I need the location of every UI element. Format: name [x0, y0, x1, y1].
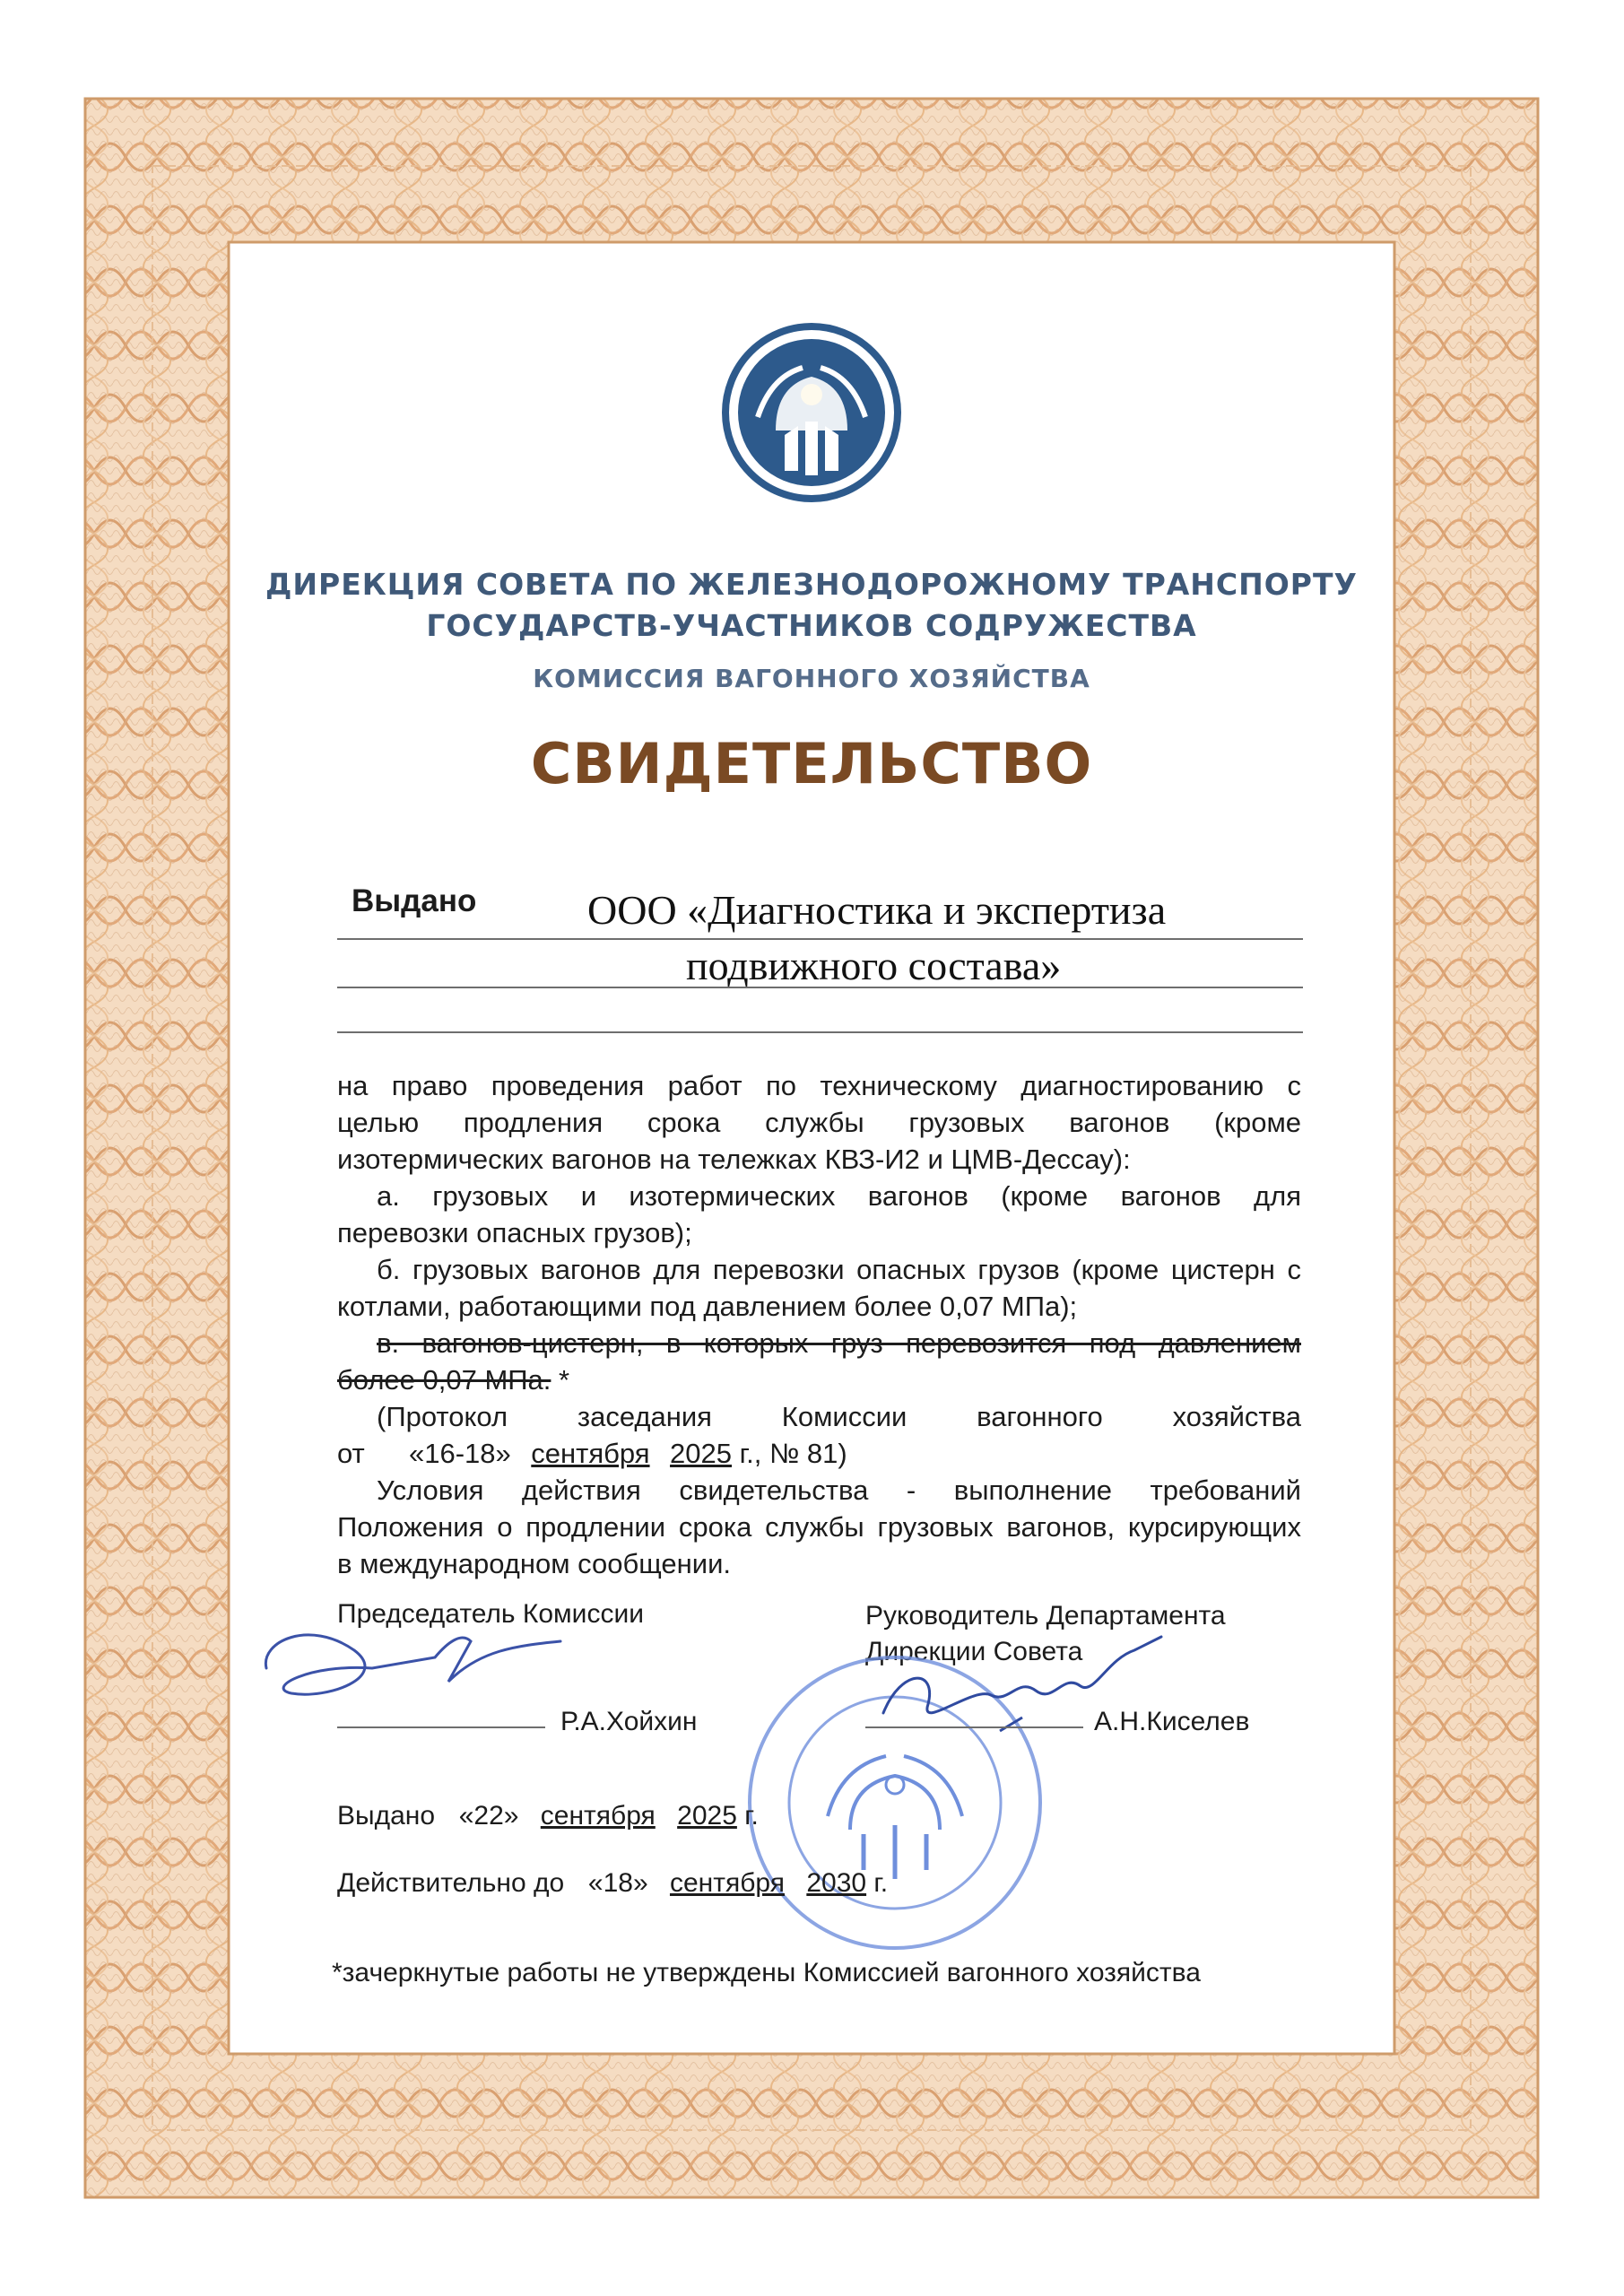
protocol-days: «16-18»	[409, 1438, 511, 1469]
item-c-line-2-struck: более 0,07 МПа.	[337, 1364, 551, 1396]
left-signatory-title: Председатель Комиссии	[337, 1599, 644, 1629]
left-signature-line	[337, 1726, 545, 1728]
item-b-line-2: котлами, работающими под давлением более 0,07 МПа);	[337, 1291, 1078, 1322]
valid-until-day: «18»	[587, 1868, 648, 1898]
protocol-suffix: г., № 81)	[739, 1438, 847, 1469]
protocol-month: сентября	[531, 1438, 650, 1469]
item-b-line-1: б. грузовых вагонов для перевозки опасных грузов (кроме цистерн с	[377, 1254, 1301, 1285]
protocol-prefix: от	[337, 1438, 365, 1469]
item-a-line-1: а. грузовых и изотермических вагонов (кроме вагонов для	[377, 1180, 1301, 1212]
item-c-asterisk: *	[551, 1364, 570, 1396]
protocol-line-1: (Протокол заседания Комиссии вагонного хозяйства	[377, 1401, 1301, 1432]
issued-label: Выдано	[352, 883, 477, 918]
valid-until-year: 2030	[806, 1868, 867, 1898]
right-signatory-title-line-1: Руководитель Департамента	[865, 1601, 1226, 1631]
issue-date-suffix: г.	[744, 1801, 759, 1831]
right-signature-line	[865, 1726, 1083, 1728]
footnote: *зачеркнутые работы не утверждены Комиссией вагонного хозяйства	[332, 1958, 1201, 1987]
valid-until-label: Действительно до	[337, 1868, 565, 1898]
valid-until-month: сентября	[669, 1868, 785, 1898]
conditions-line-1: Условия действия свидетельства - выполнение требований	[377, 1474, 1301, 1506]
intro-line-1: на право проведения работ по техническому диагностированию с	[337, 1070, 1301, 1101]
valid-until-line	[337, 1866, 888, 1901]
issue-date-day: «22»	[458, 1801, 519, 1831]
header-line-2: ГОСУДАРСТВ-УЧАСТНИКОВ СОДРУЖЕСТВА	[426, 608, 1197, 643]
header-line-1: ДИРЕКЦИЯ СОВЕТА ПО ЖЕЛЕЗНОДОРОЖНОМУ ТРАНСПОРТУ	[265, 567, 1358, 602]
item-a-line-2: перевозки опасных грузов);	[337, 1217, 692, 1248]
protocol-year: 2025	[670, 1438, 733, 1469]
issue-date-label: Выдано	[337, 1801, 436, 1831]
cis-emblem-logo	[722, 323, 901, 502]
issued-to-line-2: подвижного состава»	[686, 943, 1062, 988]
valid-until-suffix: г.	[873, 1868, 889, 1898]
issued-to-line-1: ООО «Диагностика и экспертиза	[587, 887, 1167, 933]
item-c-line-1-struck: в. вагонов-цистерн, в которых груз перевозится под давлением	[377, 1327, 1301, 1359]
underline-3	[337, 1031, 1303, 1033]
intro-line-3: изотермических вагонов на тележках КВЗ-И2 и ЦМВ-Дессау):	[337, 1144, 1131, 1175]
left-handwritten-signature	[256, 1614, 578, 1713]
commission-name: КОМИССИЯ ВАГОННОГО ХОЗЯЙСТВА	[533, 664, 1090, 693]
left-signatory-name: Р.А.Хойхин	[560, 1707, 698, 1736]
conditions-line-2: Положения о продлении срока службы грузовых вагонов, курсирующих	[337, 1511, 1301, 1543]
issue-date-month: сентября	[540, 1801, 656, 1831]
item-c-line-2	[337, 1361, 1301, 1398]
issue-date-year: 2025	[677, 1801, 737, 1831]
right-signatory-title-line-2: Дирекции Совета	[865, 1637, 1083, 1666]
certificate-title: СВИДЕТЕЛЬСТВО	[530, 731, 1093, 796]
conditions-line-3: в международном сообщении.	[337, 1548, 731, 1579]
intro-line-2: целью продления срока службы грузовых вагонов (кроме	[337, 1107, 1301, 1138]
right-signatory-name: А.Н.Киселев	[1094, 1707, 1250, 1736]
underline-2	[337, 987, 1303, 988]
underline-1	[337, 938, 1303, 940]
protocol-line-2	[337, 1435, 1301, 1472]
issue-date-line	[337, 1798, 759, 1834]
